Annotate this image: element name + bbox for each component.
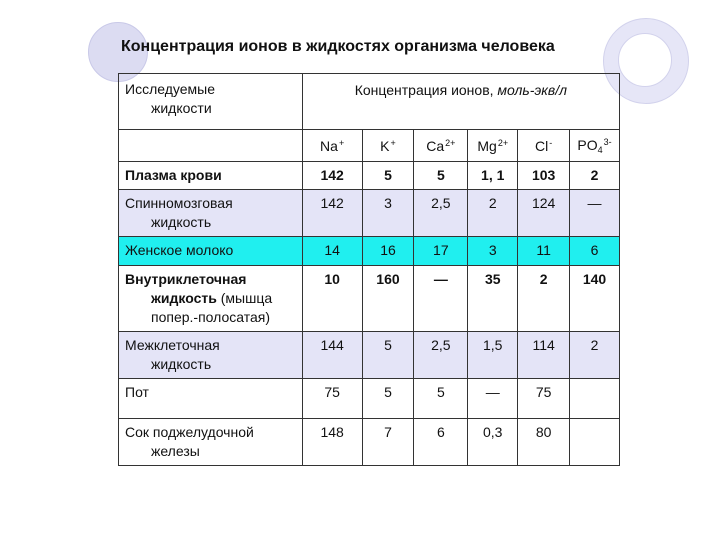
table-cell: 5 bbox=[362, 379, 414, 419]
ion-header-cl: Cl- bbox=[518, 130, 570, 162]
table-cell: 5 bbox=[362, 332, 414, 379]
row-label-pancreatic-juice: Сок поджелудочной железы bbox=[119, 419, 303, 466]
table-cell: 160 bbox=[362, 266, 414, 332]
decorative-circle-right-inner bbox=[618, 33, 672, 87]
table-cell: 142 bbox=[302, 162, 362, 190]
table-cell: 16 bbox=[362, 237, 414, 266]
table-cell: 7 bbox=[362, 419, 414, 466]
page-title: Концентрация ионов в жидкостях организма человека bbox=[121, 38, 555, 55]
table-cell: 0,3 bbox=[468, 419, 518, 466]
row-label-sweat: Пот bbox=[119, 379, 303, 419]
table-row bbox=[119, 162, 620, 190]
ion-header-mg: $Mg^{2+}$ bbox=[468, 130, 518, 162]
ion-header-k: K+ bbox=[362, 130, 414, 162]
table-cell: 6 bbox=[570, 237, 620, 266]
ion-concentration-table bbox=[118, 73, 620, 466]
table-cell: — bbox=[468, 379, 518, 419]
table-row bbox=[119, 332, 620, 379]
table-cell: 148 bbox=[302, 419, 362, 466]
table-cell bbox=[570, 419, 620, 466]
fluids-header-line2: жидкости bbox=[151, 100, 212, 116]
table-row bbox=[119, 190, 620, 237]
row-label-interstitial: Межклеточная жидкость bbox=[119, 332, 303, 379]
table-cell: 75 bbox=[302, 379, 362, 419]
concentration-header-cell bbox=[302, 74, 619, 130]
table-cell: 14 bbox=[302, 237, 362, 266]
table-cell: 124 bbox=[518, 190, 570, 237]
fluids-header-line1: Исследуемые bbox=[125, 81, 215, 97]
concentration-header-unit: моль-экв/л bbox=[497, 82, 567, 98]
table-cell: 2 bbox=[468, 190, 518, 237]
row-label-plasma: Плазма крови bbox=[119, 162, 303, 190]
table-cell: 114 bbox=[518, 332, 570, 379]
table-row bbox=[119, 419, 620, 466]
row-label-intracellular: Внутриклеточная жидкость (мышца попер.-полосатая) bbox=[119, 266, 303, 332]
table-cell: 5 bbox=[414, 379, 468, 419]
table-cell: 11 bbox=[518, 237, 570, 266]
table-cell: 6 bbox=[414, 419, 468, 466]
table-cell: 140 bbox=[570, 266, 620, 332]
ion-header-po4: $PO_4^{3-}$ bbox=[570, 130, 620, 162]
table-cell: 2,5 bbox=[414, 190, 468, 237]
table-cell: 103 bbox=[518, 162, 570, 190]
header-row-top bbox=[119, 74, 620, 130]
table-cell: 35 bbox=[468, 266, 518, 332]
table-cell: 3 bbox=[362, 190, 414, 237]
empty-header-cell bbox=[119, 130, 303, 162]
table-cell: — bbox=[414, 266, 468, 332]
row-label-csf: Спинномозговая жидкость bbox=[119, 190, 303, 237]
row-label-milk: Женское молоко bbox=[119, 237, 303, 266]
table-cell: 17 bbox=[414, 237, 468, 266]
table-cell bbox=[570, 379, 620, 419]
fluids-header-cell bbox=[119, 74, 303, 130]
table-cell: 5 bbox=[414, 162, 468, 190]
table-cell: 75 bbox=[518, 379, 570, 419]
table-row bbox=[119, 266, 620, 332]
table-row bbox=[119, 379, 620, 419]
concentration-header-prefix: Концентрация ионов, bbox=[354, 82, 498, 98]
table-cell: 5 bbox=[362, 162, 414, 190]
table-cell: 80 bbox=[518, 419, 570, 466]
table-cell: 142 bbox=[302, 190, 362, 237]
table-cell: 144 bbox=[302, 332, 362, 379]
table-cell: 10 bbox=[302, 266, 362, 332]
table-cell: 2,5 bbox=[414, 332, 468, 379]
header-row-ions bbox=[119, 130, 620, 162]
table-cell: — bbox=[570, 190, 620, 237]
table-cell: 1, 1 bbox=[468, 162, 518, 190]
table-row bbox=[119, 237, 620, 266]
table-cell: 3 bbox=[468, 237, 518, 266]
ion-header-na: Na+ bbox=[302, 130, 362, 162]
table-cell: 2 bbox=[570, 332, 620, 379]
table-cell: 2 bbox=[518, 266, 570, 332]
ion-header-ca: $Ca^{2+}$ bbox=[414, 130, 468, 162]
table-cell: 2 bbox=[570, 162, 620, 190]
table-cell: 1,5 bbox=[468, 332, 518, 379]
